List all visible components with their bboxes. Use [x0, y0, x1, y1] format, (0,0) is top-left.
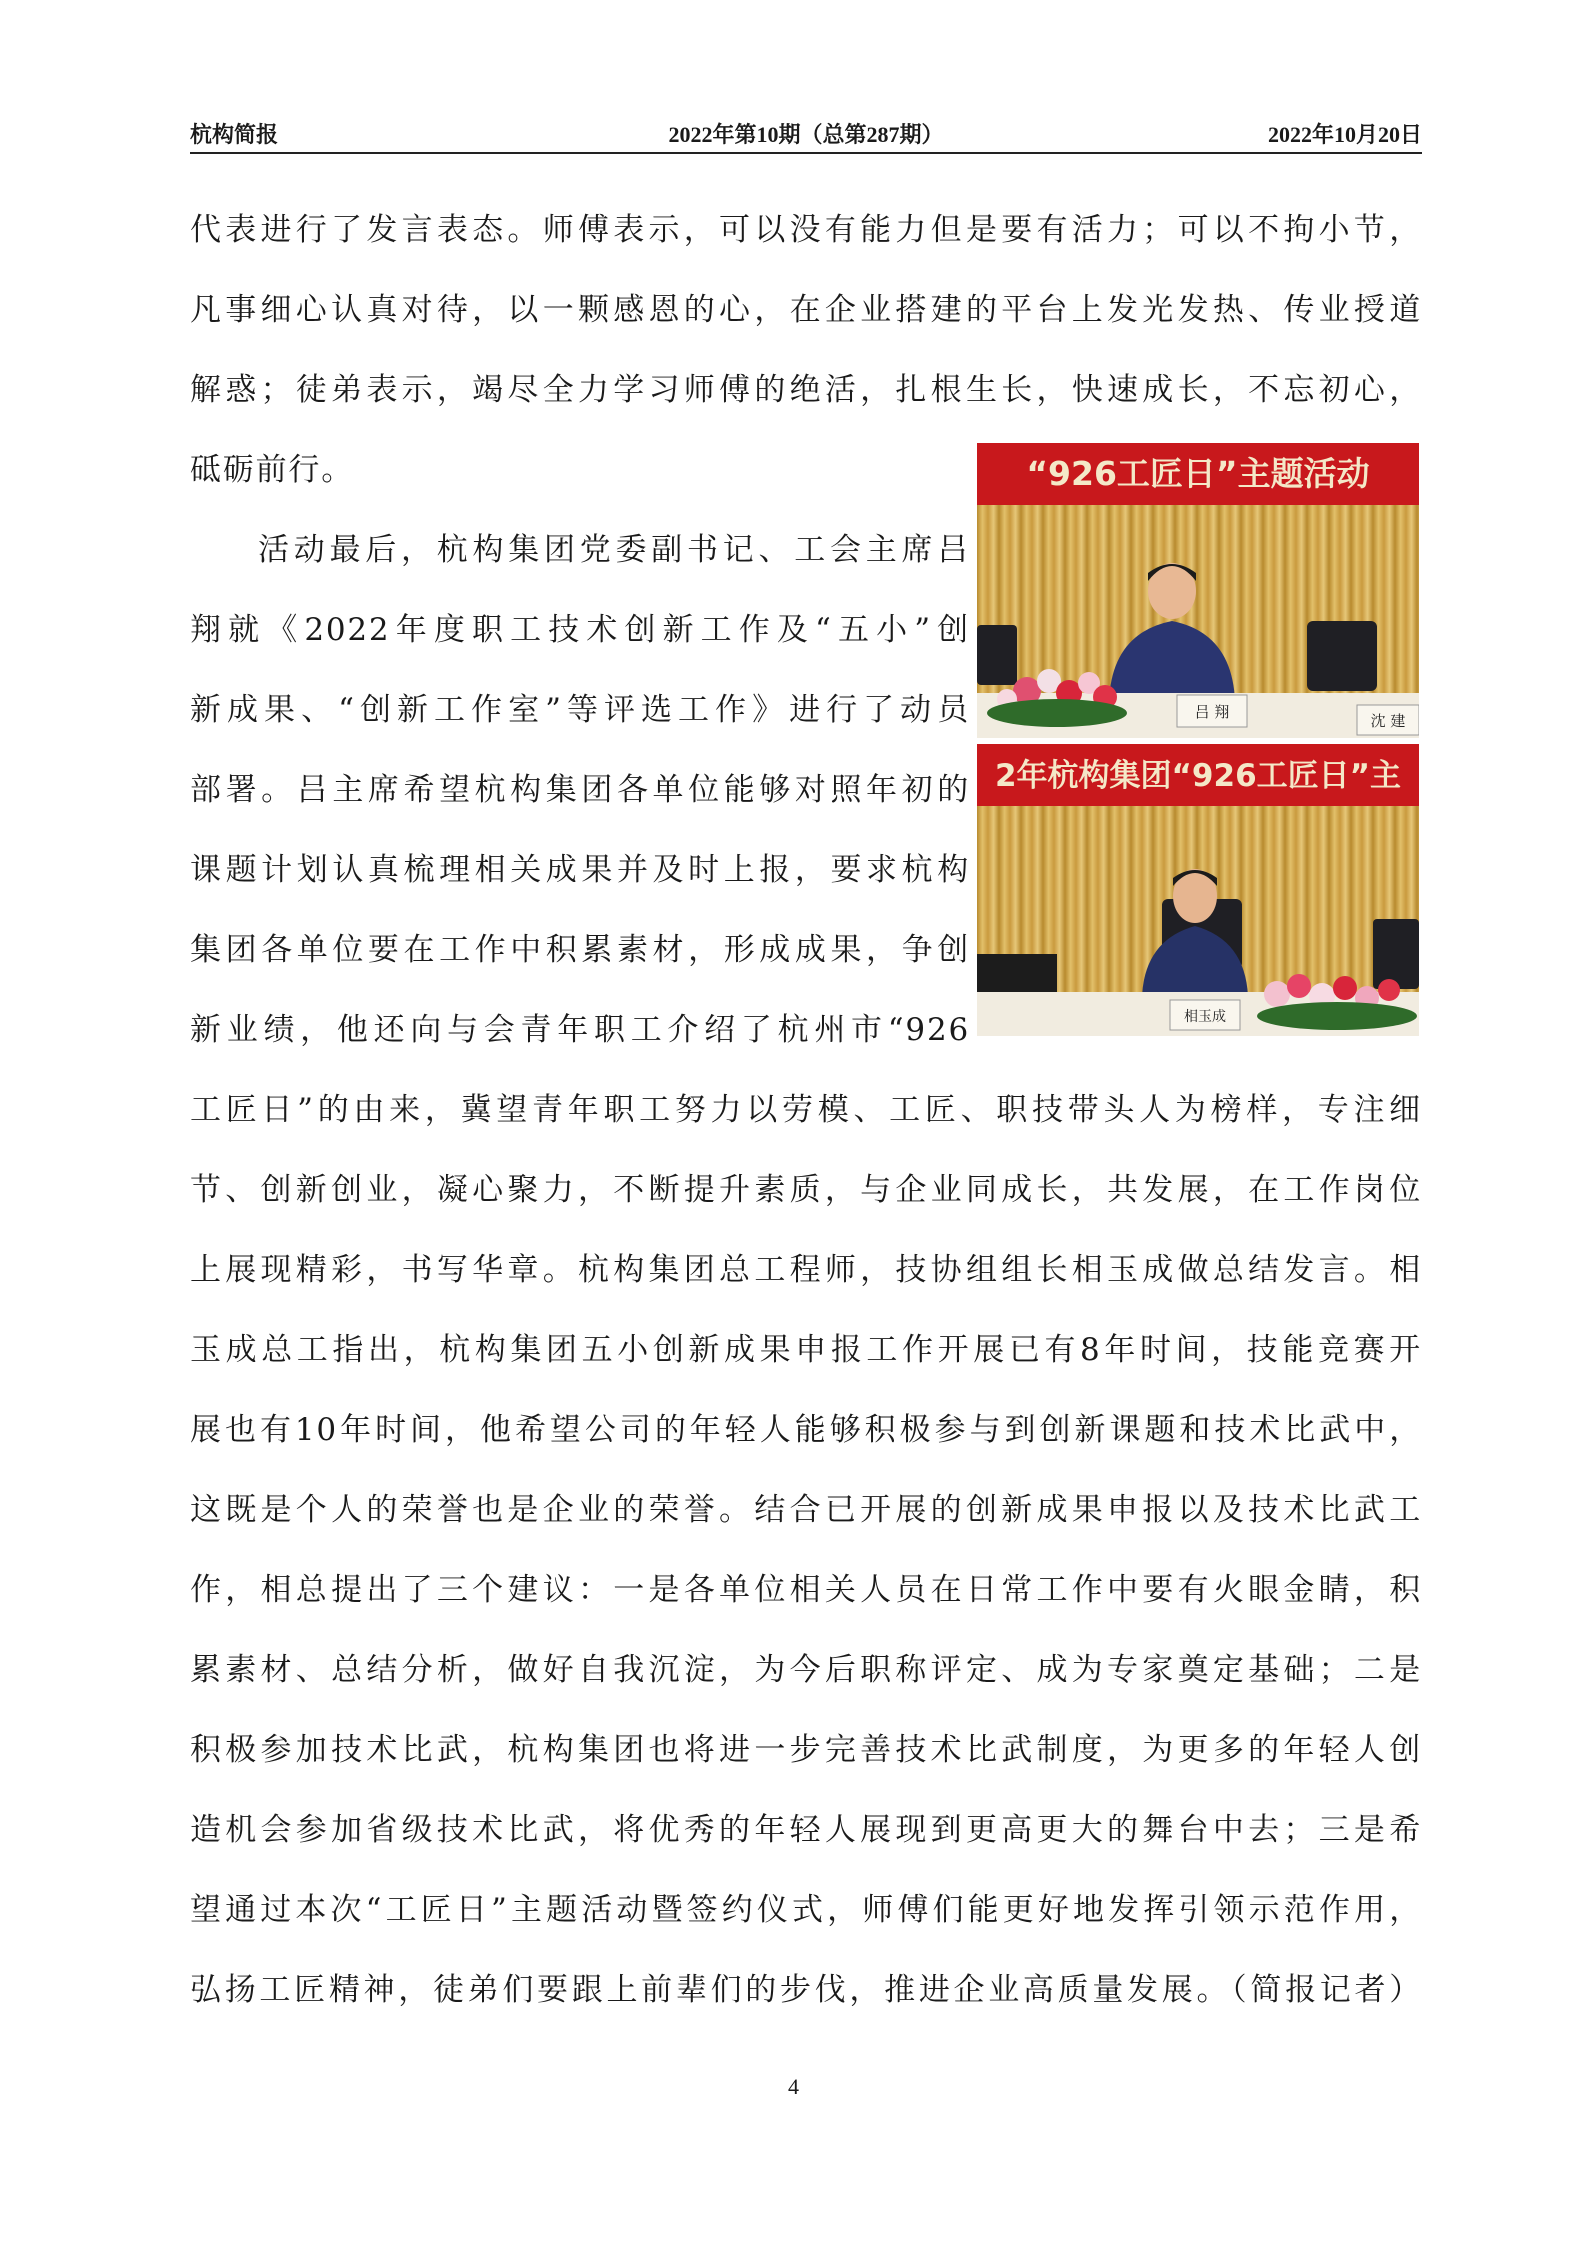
text-line: 积极参加技术比武，杭构集团也将进一步完善技术比武制度，为更多的年轻人创 — [190, 1732, 1422, 1768]
event-photo-speaker-xiang — [977, 744, 1419, 1036]
page-number: 4 — [788, 2074, 799, 2099]
banner-text: “926工匠日”主题活动 — [1026, 454, 1370, 493]
text-line: 这既是个人的荣誉也是企业的荣誉。结合已开展的创新成果申报以及技术比武工 — [190, 1492, 1422, 1528]
text-line: 望通过本次“工匠日”主题活动暨签约仪式，师傅们能更好地发挥引领示范作用， — [190, 1892, 1422, 1928]
header-issue-number: 2022年第10期（总第287期） — [668, 122, 944, 147]
text-line: 课题计划认真梳理相关成果并及时上报，要求杭构 — [190, 852, 970, 888]
header-publication-name: 杭构简报 — [190, 122, 279, 147]
nameplate-text: 吕 翔 — [1194, 703, 1230, 721]
page-header — [190, 112, 1422, 152]
text-line: 集团各单位要在工作中积累素材，形成成果，争创 — [190, 932, 970, 968]
text-line: 造机会参加省级技术比武，将优秀的年轻人展现到更高更大的舞台中去；三是希 — [190, 1812, 1422, 1848]
text-line: 部署。吕主席希望杭构集团各单位能够对照年初的 — [190, 772, 970, 808]
banner-text: 2年杭构集团“926工匠日”主 — [994, 758, 1402, 794]
text-line: 累素材、总结分析，做好自我沉淀，为今后职称评定、成为专家奠定基础；二是 — [190, 1652, 1422, 1688]
text-line: 玉成总工指出，杭构集团五小创新成果申报工作开展已有8年时间，技能竞赛开 — [190, 1332, 1422, 1368]
text-line: 上展现精彩，书写华章。杭构集团总工程师，技协组组长相玉成做总结发言。相 — [190, 1252, 1422, 1288]
nameplate-text: 相玉成 — [1184, 1009, 1226, 1025]
text-line: 凡事细心认真对待，以一颗感恩的心，在企业搭建的平台上发光发热、传业授道 — [190, 292, 1422, 328]
text-line: 活动最后，杭构集团党委副书记、工会主席吕 — [258, 532, 970, 568]
header-date: 2022年10月20日 — [1267, 122, 1422, 147]
event-photo-image — [977, 744, 1419, 1036]
text-line: 节、创新创业，凝心聚力，不断提升素质，与企业同成长，共发展，在工作岗位 — [190, 1172, 1422, 1208]
text-line: 解惑；徒弟表示，竭尽全力学习师傅的绝活，扎根生长，快速成长，不忘初心， — [190, 372, 1422, 408]
text-line: 作，相总提出了三个建议：一是各单位相关人员在日常工作中要有火眼金睛，积 — [190, 1572, 1422, 1608]
text-line: 翔就《2022年度职工技术创新工作及“五小”创 — [190, 612, 970, 648]
header-divider — [190, 152, 1422, 154]
text-line: 工匠日”的由来，冀望青年职工努力以劳模、工匠、职技带头人为榜样，专注细 — [190, 1092, 1422, 1128]
nameplate-text-2: 沈 建 — [1370, 712, 1406, 730]
text-line: 弘扬工匠精神，徒弟们要跟上前辈们的步伐，推进企业高质量发展。（简报记者） — [190, 1972, 1422, 2008]
paragraph-2 — [190, 510, 1422, 2030]
text-line: 展也有10年时间，他希望公司的年轻人能够积极参与到创新课题和技术比武中， — [190, 1412, 1422, 1448]
event-photo-image — [977, 443, 1419, 738]
text-line: 新成果、“创新工作室”等评选工作》进行了动员 — [190, 692, 970, 728]
event-photo-speaker-lv — [977, 443, 1419, 738]
text-line: 新业绩，他还向与会青年职工介绍了杭州市“926 — [190, 1012, 970, 1048]
text-line: 砥砺前行。 — [190, 452, 354, 488]
text-line: 代表进行了发言表态。师傅表示，可以没有能力但是要有活力；可以不拘小节， — [190, 212, 1422, 248]
